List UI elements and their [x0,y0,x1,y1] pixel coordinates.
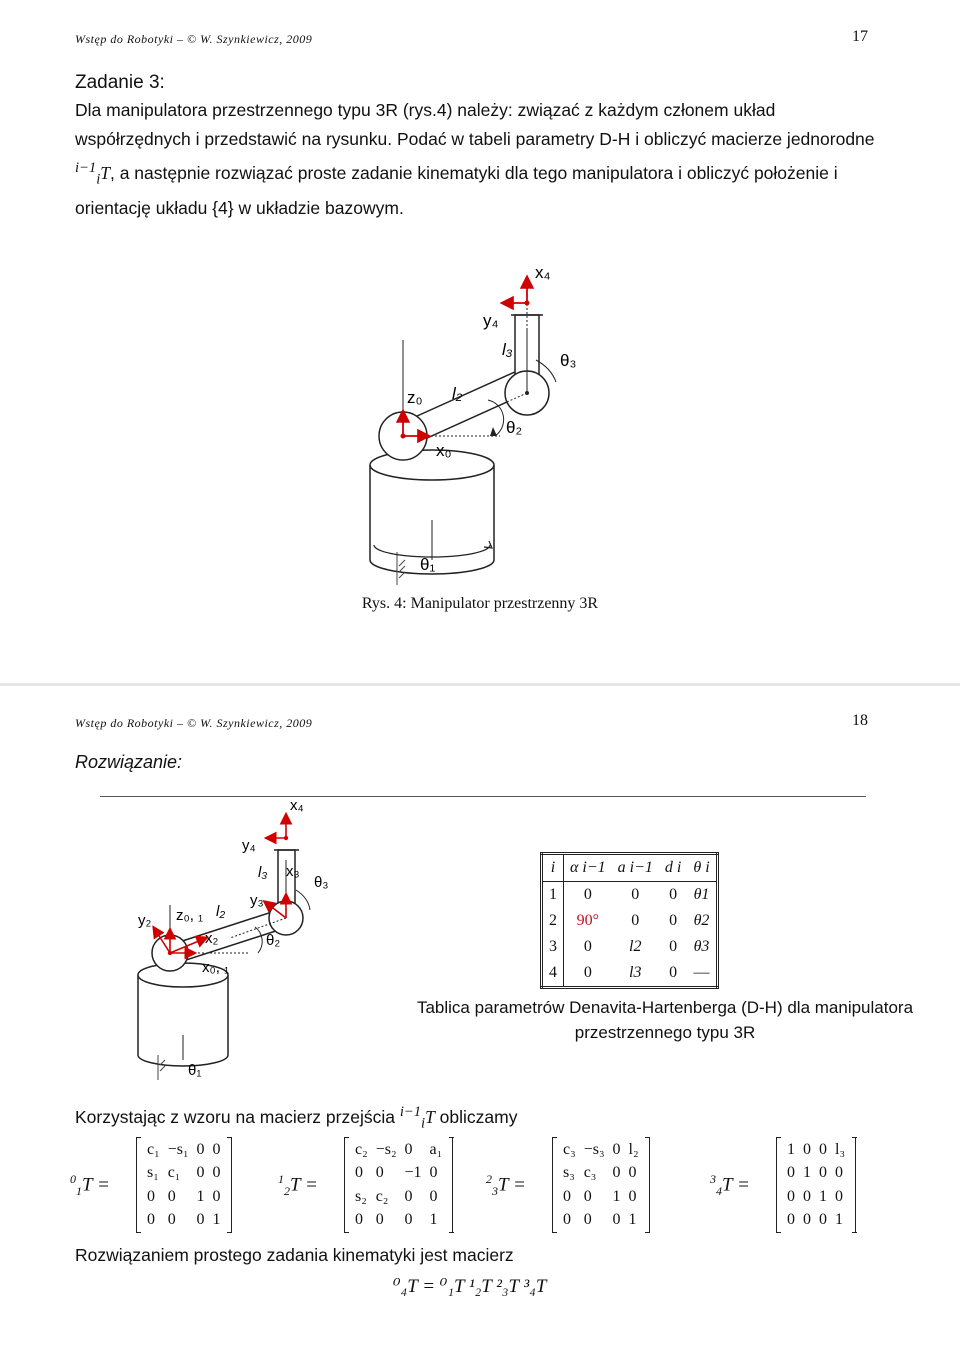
page-17 [0,0,960,680]
matrix-cell: 1 [429,1211,438,1229]
matrix-row [143,1209,225,1233]
matrix-cell: 0 [196,1211,205,1229]
dh-cell-highlight: 90° [576,912,600,929]
label2-y2: y₂ [138,912,152,929]
matrix-cell: 1 [196,1187,205,1205]
matrix-row [559,1209,643,1233]
matrix-cell: 1 [819,1187,827,1205]
label-l3: l₃ [502,340,513,359]
matrix-label [710,1172,750,1199]
table-row [542,934,718,960]
dh-cell: 0 [631,912,640,929]
matrix-row [783,1162,849,1186]
matrix-cell: 0 [196,1164,205,1182]
matrix-cell: 0 [404,1211,413,1229]
page-header: Wstęp do Robotyki – © W. Szynkiewicz, 2009 [75,716,313,730]
table-caption: Tablica parametrów Denavita-Hartenberga (D-H) dla manipulatora przestrzennego typu 3R [416,998,914,1042]
formula-intro-sup: i−1 [399,1104,422,1120]
matrix-cell: 0 [819,1211,827,1229]
label2-theta2: θ₂ [266,932,281,949]
dh-header-cell: α i−1 [564,854,612,882]
matrix-cell: 0 [583,1211,592,1229]
dh-cell: — [693,964,710,981]
matrix-cell: c₂ [375,1187,389,1205]
matrix-cell: s₁ [147,1164,159,1182]
dh-header-cell: i [542,854,564,882]
matrix-row [143,1162,225,1186]
label-y4: y₄ [483,311,499,330]
dh-cell: θ3 [693,938,710,955]
dh-header-row [542,854,718,882]
matrix-row [783,1138,849,1162]
matrix-cell: −s₁ [167,1140,189,1158]
formula-intro-main: T [425,1106,435,1127]
dh-cell: 1 [542,882,564,909]
label-l2: l₂ [452,384,463,403]
matrix-cell: c₃ [563,1140,576,1158]
dh-cell: l3 [629,964,642,981]
dh-cell: 0 [669,912,678,929]
figure-caption: Rys. 4: Manipulator przestrzenny 3R [361,595,599,612]
dh-cell: 3 [542,934,564,960]
matrix-label-sub: 1 [76,1184,82,1199]
label-z0: z₀ [407,388,423,407]
matrix-cell: l₂ [628,1140,639,1158]
label2-z01: z₀, ₁ [176,907,204,924]
matrix-cell: −s₃ [583,1140,605,1158]
task-text-part1: Dla manipulatora przestrzennego typu 3R (rys.4) należy: związać z każdym członem układ współrzędnych i przedstawić na rysunku. Podać w tabeli parametry D-H i obliczyć macierze jednorodne [75,100,875,149]
matrix-cell: 0 [147,1187,155,1205]
formula-intro-symbol [399,1104,435,1132]
dh-header-cell: a i−1 [612,854,659,882]
matrix-cell: 1 [835,1211,843,1229]
label2-l3: l₃ [258,864,268,881]
label2-y3: y₃ [250,892,264,909]
dh-cell: θ1 [693,886,710,903]
matrix-label-symbol: T = [722,1174,750,1196]
matrix-label [278,1172,318,1199]
label2-l2: l₂ [216,903,226,920]
matrix-cell: 0 [803,1211,811,1229]
matrix-row [783,1209,849,1233]
matrix [136,1138,232,1232]
matrix-cell: 0 [835,1187,843,1205]
matrix-row [783,1185,849,1209]
matrix-label-sup: 3 [710,1172,716,1186]
page-divider [0,683,960,686]
matrix-label-symbol: T = [498,1174,526,1196]
conclusion-text: Rozwiązaniem prostego zadania kinematyki jest macierz [75,1245,514,1265]
matrix-cell: 0 [787,1164,795,1182]
matrix-cell: 0 [628,1187,637,1205]
matrix-cell: 0 [803,1140,811,1158]
label-x4: x₄ [535,263,551,282]
matrix-row [351,1209,446,1233]
matrix-cell: 0 [167,1211,176,1229]
label-theta2: θ₂ [506,418,523,437]
label2-x2: x₂ [205,930,219,947]
page-18 [0,690,960,1367]
label2-x4: x₄ [290,797,304,814]
matrix-row [143,1185,225,1209]
matrix-cell: s₂ [355,1187,367,1205]
matrix-cell: 0 [212,1187,221,1205]
matrix-cell: 0 [429,1187,438,1205]
matrix-cell: 0 [819,1164,827,1182]
task-symbol-main: T [100,162,110,183]
dh-cell: θ2 [693,912,710,929]
matrix-cell: l₃ [835,1140,846,1158]
matrix-cell: 0 [355,1211,363,1229]
manipulator-figure [0,0,960,600]
matrix [344,1138,453,1232]
matrix-label-sup: 2 [486,1172,492,1186]
matrix-cell: 0 [787,1187,795,1205]
page-header: Wstęp do Robotyki – © W. Szynkiewicz, 2009 [75,32,313,46]
formula-intro [75,1104,517,1132]
matrix-label-sub: 3 [492,1184,498,1199]
matrix-cell: 1 [212,1211,221,1229]
formula-intro-text2: obliczamy [434,1106,518,1127]
matrix-row [351,1138,446,1162]
dh-cell: 0 [583,938,592,955]
label2-theta1: θ₁ [188,1062,202,1079]
matrix-cell: 0 [835,1164,843,1182]
matrix-cell: 0 [429,1164,438,1182]
matrix-label-symbol: T = [290,1174,318,1196]
matrix-cell: 0 [612,1211,621,1229]
page-number: 18 [852,712,868,729]
matrix-cell: 0 [583,1187,592,1205]
matrix-cell: −s₂ [375,1140,397,1158]
matrix-cell: c₂ [355,1140,368,1158]
matrix-cell: 1 [787,1140,795,1158]
dh-cell: 0 [669,886,678,903]
label2-theta3: θ₃ [314,874,329,891]
matrix-cell: 0 [563,1211,571,1229]
matrix-label-sub: 4 [716,1184,722,1199]
matrix-cell: 0 [375,1211,384,1229]
matrix-cell: 1 [803,1164,811,1182]
matrix-cell: 0 [212,1140,221,1158]
matrix-cell: 0 [612,1140,621,1158]
matrix [552,1138,650,1232]
label2-x01: x₀, ₁ [202,959,230,976]
matrix-label-sup: 0 [70,1172,76,1186]
table-row [542,908,718,934]
task-symbol-sup: i−1 [75,160,97,176]
table-row [542,882,718,909]
matrix-row [559,1138,643,1162]
dh-cell: 0 [631,886,640,903]
matrix-row [351,1162,446,1186]
dh-cell: 0 [669,938,678,955]
matrix-cell: a₁ [429,1140,443,1158]
task-text-part2: , a następnie rozwiązać proste zadanie kinematyki dla tego manipulatora i obliczyć położenie i orientację układu {4} w układzie bazowym. [75,162,838,219]
label-theta1: θ₁ [420,555,436,574]
dh-cell: 0 [583,964,592,981]
matrix-row [351,1185,446,1209]
matrix-cell: c₁ [167,1164,181,1182]
transformation-matrices [70,1138,930,1238]
matrix-cell: 0 [167,1187,176,1205]
matrix-cell: c₃ [583,1164,597,1182]
matrix-label-sub: 2 [284,1184,290,1199]
matrix-cell: 0 [212,1164,221,1182]
matrix-cell: 0 [355,1164,363,1182]
matrix-label-sup: 1 [278,1172,284,1186]
dh-header-cell: d i [659,854,687,882]
matrix-label-symbol: T = [82,1174,110,1196]
matrix [776,1138,856,1232]
task-title: Zadanie 3: [75,72,165,93]
label-x0: x₀ [436,441,452,460]
matrix-row [143,1138,225,1162]
matrix-cell: c₁ [147,1140,160,1158]
label2-y4: y₄ [242,837,256,854]
page-number: 17 [852,28,868,45]
matrix-cell: −1 [404,1164,422,1182]
matrix-cell: 0 [404,1187,413,1205]
matrix-cell: 0 [375,1164,384,1182]
matrix-row [559,1185,643,1209]
dh-cell: 2 [542,908,564,934]
matrix-cell: s₃ [563,1164,575,1182]
matrix-cell: 0 [787,1211,795,1229]
table-row [542,960,718,988]
final-equation: ⁰₄T = ⁰₁T ¹₂T ²₃T ³₄T [393,1276,547,1297]
label-theta3: θ₃ [560,351,577,370]
matrix-cell: 0 [819,1140,827,1158]
manipulator-frames-figure [110,790,530,1110]
matrix-cell: 0 [147,1211,155,1229]
dh-cell: l2 [629,938,642,955]
formula-intro-text1: Korzystając z wzoru na macierz przejścia [75,1106,400,1127]
dh-cell: 4 [542,960,564,988]
matrix-label [486,1172,526,1199]
matrix-cell: 0 [612,1164,621,1182]
solution-label: Rozwiązanie: [75,752,183,772]
matrix-cell: 0 [628,1164,637,1182]
matrix-cell: 0 [196,1140,205,1158]
dh-parameter-table [540,852,719,989]
matrix-label [70,1172,110,1199]
matrix-cell: 1 [628,1211,637,1229]
dh-header-cell: θ i [687,854,717,882]
matrix-cell: 0 [563,1187,571,1205]
matrix-cell: 0 [404,1140,413,1158]
dh-cell: 0 [583,886,592,903]
dh-cell: 0 [669,964,678,981]
matrix-cell: 0 [803,1187,811,1205]
matrix-cell: 1 [612,1187,621,1205]
matrix-row [559,1162,643,1186]
label2-x3: x₃ [286,863,300,880]
task-symbol-sub: i [96,171,101,188]
formula-intro-sub: i [421,1115,426,1132]
